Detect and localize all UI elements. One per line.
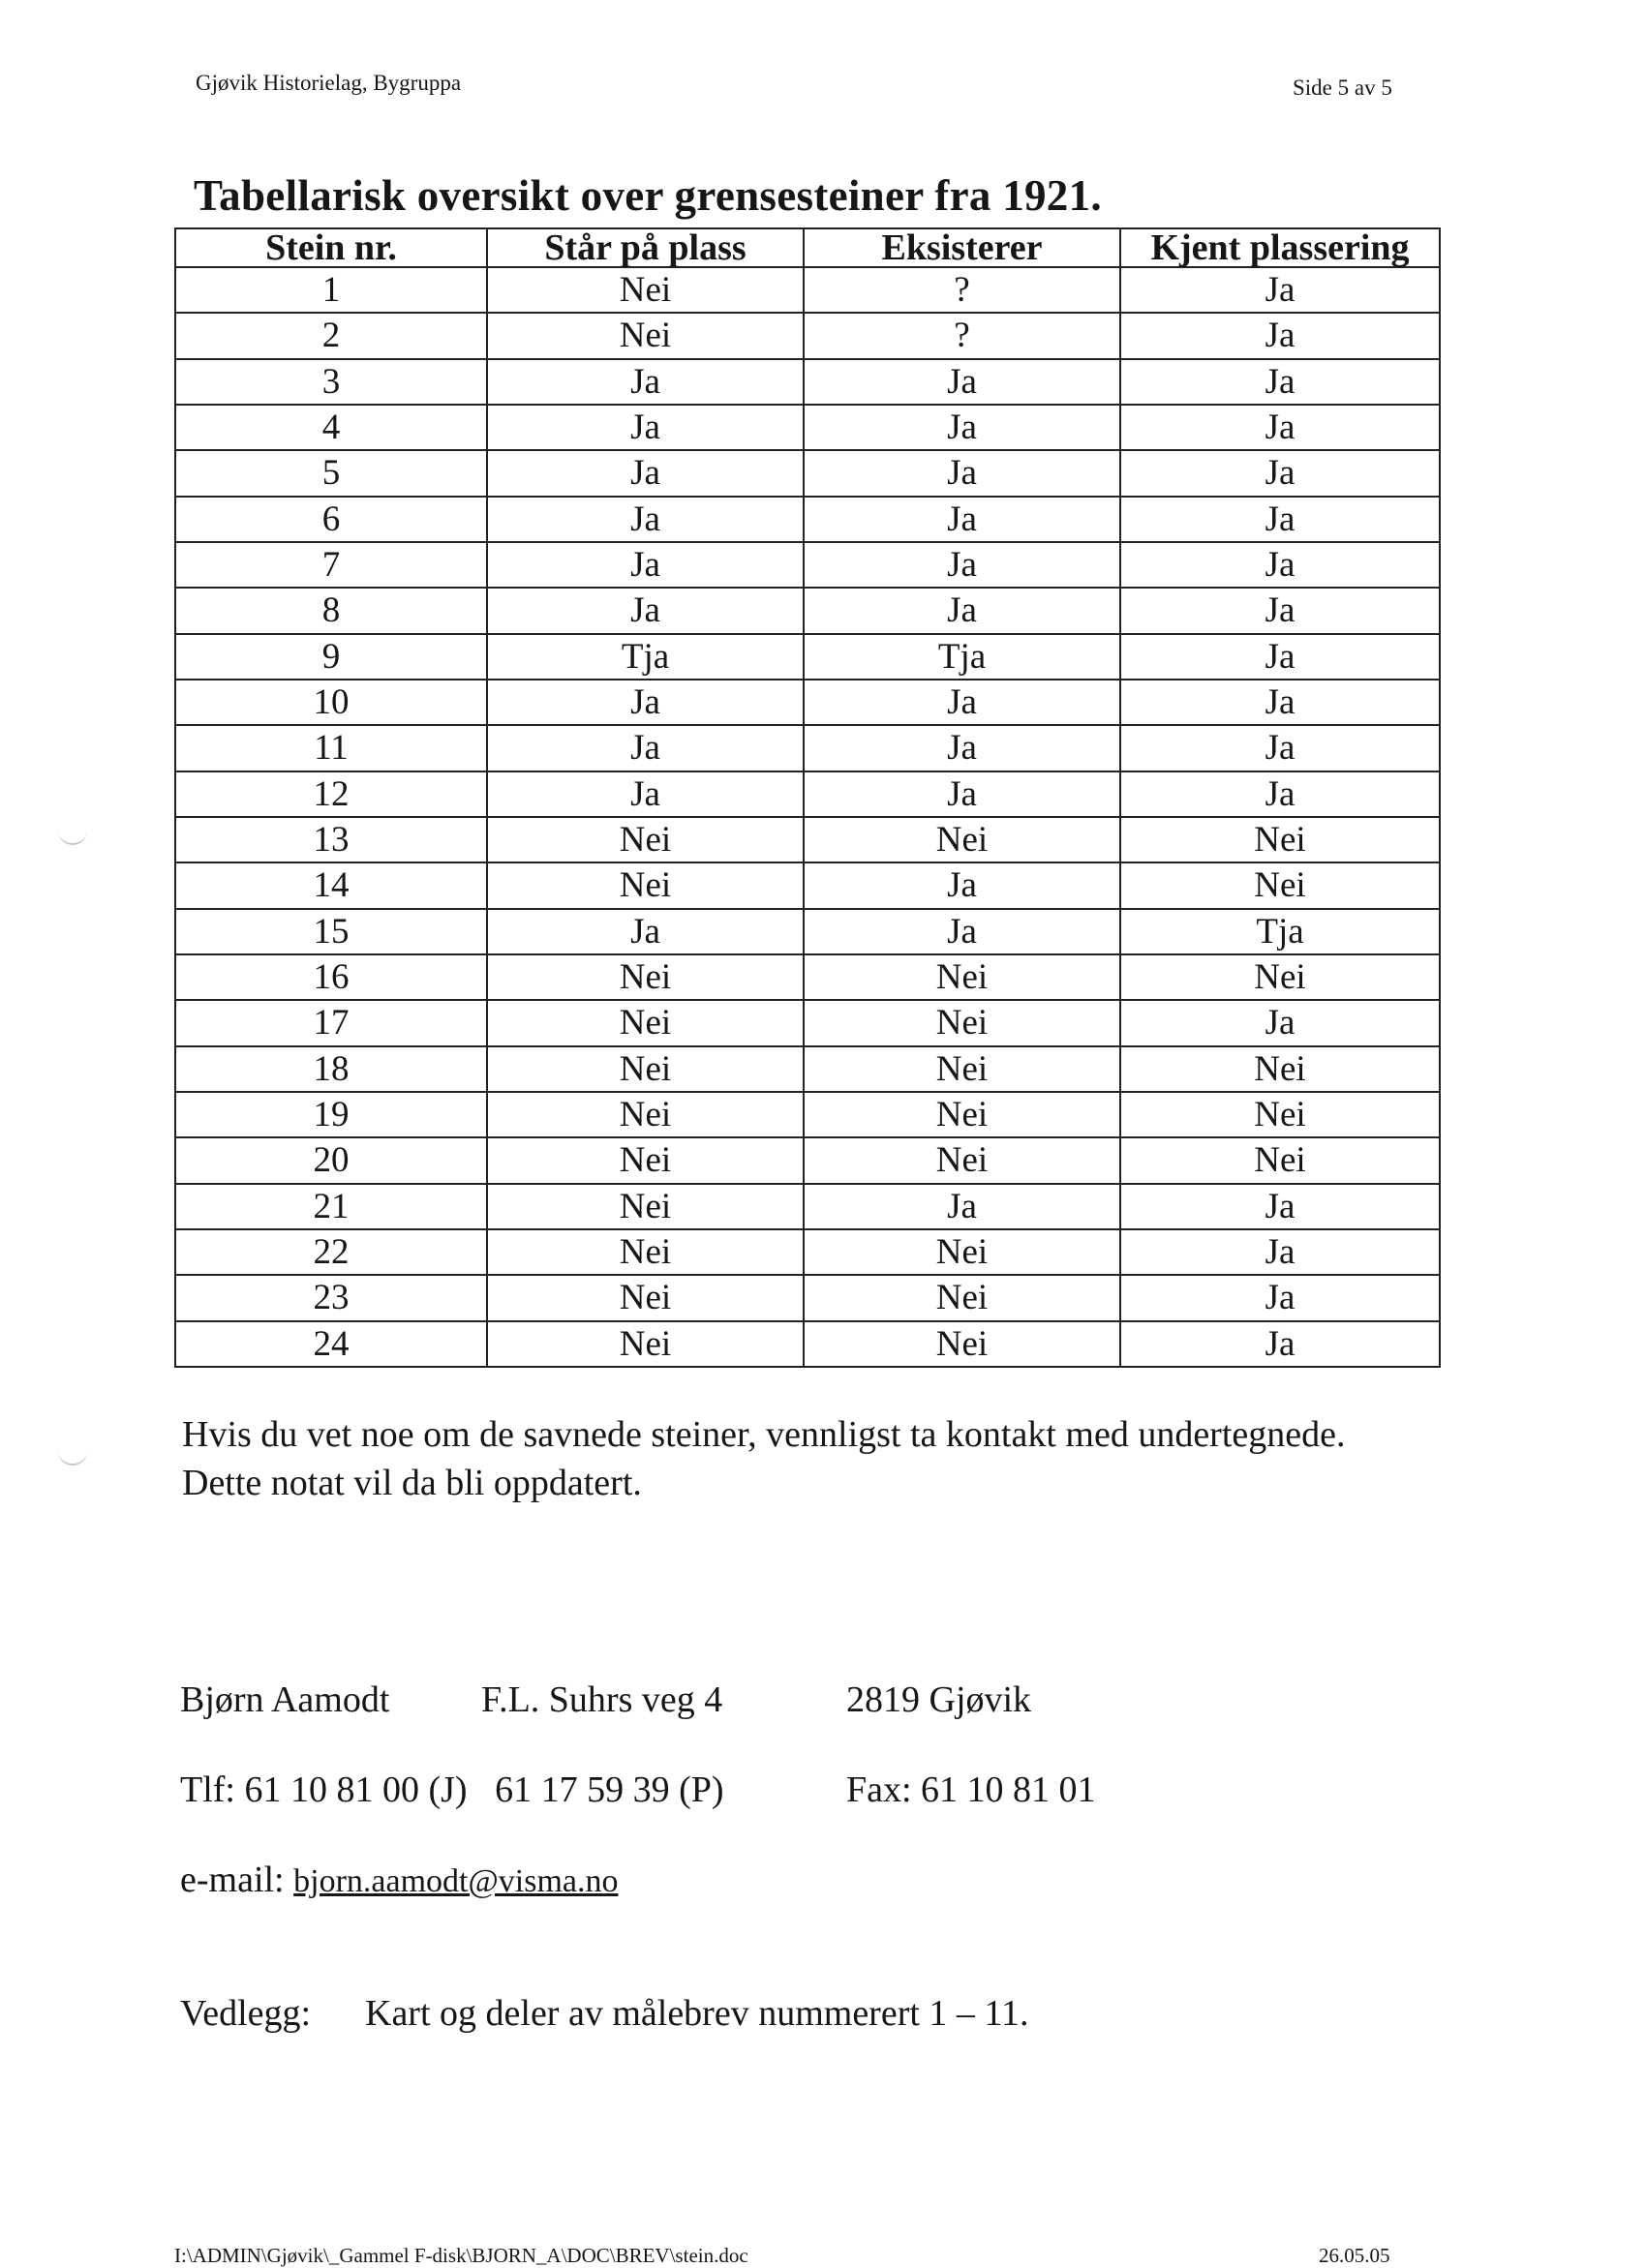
column-header-star-pa-plass: Står på plass [487,228,804,267]
column-header-eksisterer: Eksisterer [804,228,1120,267]
cell-star-pa-plass: Ja [487,588,804,633]
cell-stein-nr: 22 [175,1229,487,1275]
cell-eksisterer: Nei [804,1137,1120,1183]
cell-kjent-plassering: Ja [1120,267,1440,313]
cell-kjent-plassering: Ja [1120,1000,1440,1045]
cell-star-pa-plass: Nei [487,1137,804,1183]
cell-eksisterer: Ja [804,588,1120,633]
table-row [175,817,1440,862]
cell-stein-nr: 3 [175,359,487,405]
cell-star-pa-plass: Nei [487,267,804,313]
cell-eksisterer: Ja [804,680,1120,725]
punch-hole-mark [58,1446,87,1466]
cell-star-pa-plass: Nei [487,1321,804,1367]
table-row [175,267,1440,313]
table-row [175,588,1440,633]
cell-stein-nr: 19 [175,1092,487,1137]
cell-stein-nr: 5 [175,450,487,496]
cell-stein-nr: 14 [175,862,487,908]
contact-phone: Tlf: 61 10 81 00 (J) 61 17 59 39 (P) [180,1769,724,1810]
stones-table [174,227,1441,1368]
table-row [175,1137,1440,1183]
cell-stein-nr: 20 [175,1137,487,1183]
cell-star-pa-plass: Nei [487,1275,804,1320]
table-row [175,1046,1440,1092]
cell-kjent-plassering: Tja [1120,909,1440,954]
cell-kjent-plassering: Ja [1120,542,1440,588]
cell-kjent-plassering: Ja [1120,725,1440,771]
cell-star-pa-plass: Nei [487,1229,804,1275]
cell-star-pa-plass: Ja [487,680,804,725]
cell-eksisterer: Ja [804,909,1120,954]
cell-star-pa-plass: Nei [487,313,804,358]
table-row [175,497,1440,542]
cell-kjent-plassering: Ja [1120,1184,1440,1229]
cell-stein-nr: 7 [175,542,487,588]
cell-eksisterer: Ja [804,542,1120,588]
cell-eksisterer: Ja [804,405,1120,450]
cell-star-pa-plass: Nei [487,1000,804,1045]
cell-stein-nr: 13 [175,817,487,862]
footer-date: 26.05.05 [1319,2244,1390,2267]
cell-star-pa-plass: Nei [487,954,804,1000]
cell-eksisterer: Ja [804,1184,1120,1229]
note-line-2: Dette notat vil da bli oppdatert. [182,1463,642,1503]
table-row [175,450,1440,496]
cell-kjent-plassering: Ja [1120,1275,1440,1320]
cell-kjent-plassering: Ja [1120,771,1440,817]
cell-stein-nr: 21 [175,1184,487,1229]
column-header-stein-nr: Stein nr. [175,228,487,267]
cell-kjent-plassering: Nei [1120,1137,1440,1183]
cell-star-pa-plass: Ja [487,725,804,771]
cell-stein-nr: 18 [175,1046,487,1092]
attachment-text: Kart og deler av målebrev nummerert 1 – 11. [365,1993,1029,2034]
column-header-kjent-plassering: Kjent plassering [1120,228,1440,267]
cell-star-pa-plass: Ja [487,497,804,542]
cell-stein-nr: 12 [175,771,487,817]
note-line-1: Hvis du vet noe om de savnede steiner, vennligst ta kontakt med undertegnede. [182,1414,1346,1455]
cell-kjent-plassering: Ja [1120,359,1440,405]
cell-eksisterer: Nei [804,954,1120,1000]
cell-kjent-plassering: Ja [1120,450,1440,496]
table-row [175,1000,1440,1045]
table-row [175,1275,1440,1320]
cell-kjent-plassering: Ja [1120,1229,1440,1275]
cell-eksisterer: Ja [804,450,1120,496]
cell-kjent-plassering: Nei [1120,862,1440,908]
cell-eksisterer: Ja [804,862,1120,908]
header-left: Gjøvik Historielag, Bygruppa [196,71,462,95]
cell-kjent-plassering: Nei [1120,817,1440,862]
cell-eksisterer: ? [804,313,1120,358]
cell-eksisterer: Ja [804,359,1120,405]
cell-star-pa-plass: Ja [487,450,804,496]
cell-stein-nr: 8 [175,588,487,633]
table-body [175,267,1440,1367]
table-header-row [175,228,1440,267]
table-row [175,634,1440,680]
cell-eksisterer: Nei [804,817,1120,862]
contact-fax: Fax: 61 10 81 01 [846,1769,1096,1810]
contact-postal: 2819 Gjøvik [846,1679,1032,1720]
cell-stein-nr: 2 [175,313,487,358]
cell-eksisterer: Nei [804,1229,1120,1275]
table-row [175,542,1440,588]
cell-kjent-plassering: Nei [1120,1046,1440,1092]
contact-name: Bjørn Aamodt [180,1679,390,1720]
cell-stein-nr: 15 [175,909,487,954]
cell-eksisterer: Ja [804,771,1120,817]
cell-star-pa-plass: Ja [487,771,804,817]
cell-eksisterer: ? [804,267,1120,313]
cell-star-pa-plass: Tja [487,634,804,680]
cell-star-pa-plass: Nei [487,817,804,862]
cell-star-pa-plass: Nei [487,1092,804,1137]
cell-star-pa-plass: Nei [487,862,804,908]
cell-star-pa-plass: Ja [487,359,804,405]
table-row [175,909,1440,954]
cell-stein-nr: 6 [175,497,487,542]
page-title: Tabellarisk oversikt over grensesteiner fra 1921. [194,171,1102,220]
table-row [175,1229,1440,1275]
cell-stein-nr: 16 [175,954,487,1000]
cell-eksisterer: Ja [804,497,1120,542]
table-row [175,313,1440,358]
attachment-label: Vedlegg: [180,1993,312,2034]
email-link[interactable]: bjorn.aamodt@visma.no [293,1863,619,1899]
footer-file-path: I:\ADMIN\Gjøvik\_Gammel F-disk\BJORN_A\DOC\BREV\stein.doc [174,2244,748,2267]
email-row [180,1859,619,1901]
contact-street: F.L. Suhrs veg 4 [481,1679,723,1720]
cell-eksisterer: Nei [804,1275,1120,1320]
table-row [175,1184,1440,1229]
cell-star-pa-plass: Nei [487,1184,804,1229]
table-row [175,725,1440,771]
table-row [175,771,1440,817]
cell-stein-nr: 9 [175,634,487,680]
table-row [175,862,1440,908]
cell-stein-nr: 11 [175,725,487,771]
cell-stein-nr: 4 [175,405,487,450]
cell-eksisterer: Nei [804,1321,1120,1367]
cell-kjent-plassering: Ja [1120,1321,1440,1367]
cell-kjent-plassering: Nei [1120,1092,1440,1137]
table-row [175,1092,1440,1137]
cell-kjent-plassering: Ja [1120,405,1440,450]
cell-star-pa-plass: Nei [487,1046,804,1092]
cell-kjent-plassering: Nei [1120,954,1440,1000]
cell-eksisterer: Nei [804,1000,1120,1045]
cell-stein-nr: 1 [175,267,487,313]
cell-eksisterer: Nei [804,1046,1120,1092]
email-label: e-mail: [180,1860,285,1900]
cell-stein-nr: 23 [175,1275,487,1320]
cell-star-pa-plass: Ja [487,405,804,450]
cell-kjent-plassering: Ja [1120,588,1440,633]
cell-star-pa-plass: Ja [487,542,804,588]
cell-eksisterer: Nei [804,1092,1120,1137]
cell-kjent-plassering: Ja [1120,634,1440,680]
cell-stein-nr: 24 [175,1321,487,1367]
cell-eksisterer: Tja [804,634,1120,680]
table-row [175,954,1440,1000]
cell-kjent-plassering: Ja [1120,680,1440,725]
table-row [175,405,1440,450]
table-row [175,1321,1440,1367]
cell-star-pa-plass: Ja [487,909,804,954]
table-row [175,680,1440,725]
cell-stein-nr: 17 [175,1000,487,1045]
header-right-page-number: Side 5 av 5 [1293,76,1392,100]
punch-hole-mark [58,826,87,845]
cell-kjent-plassering: Ja [1120,313,1440,358]
table-row [175,359,1440,405]
cell-stein-nr: 10 [175,680,487,725]
cell-eksisterer: Ja [804,725,1120,771]
cell-kjent-plassering: Ja [1120,497,1440,542]
